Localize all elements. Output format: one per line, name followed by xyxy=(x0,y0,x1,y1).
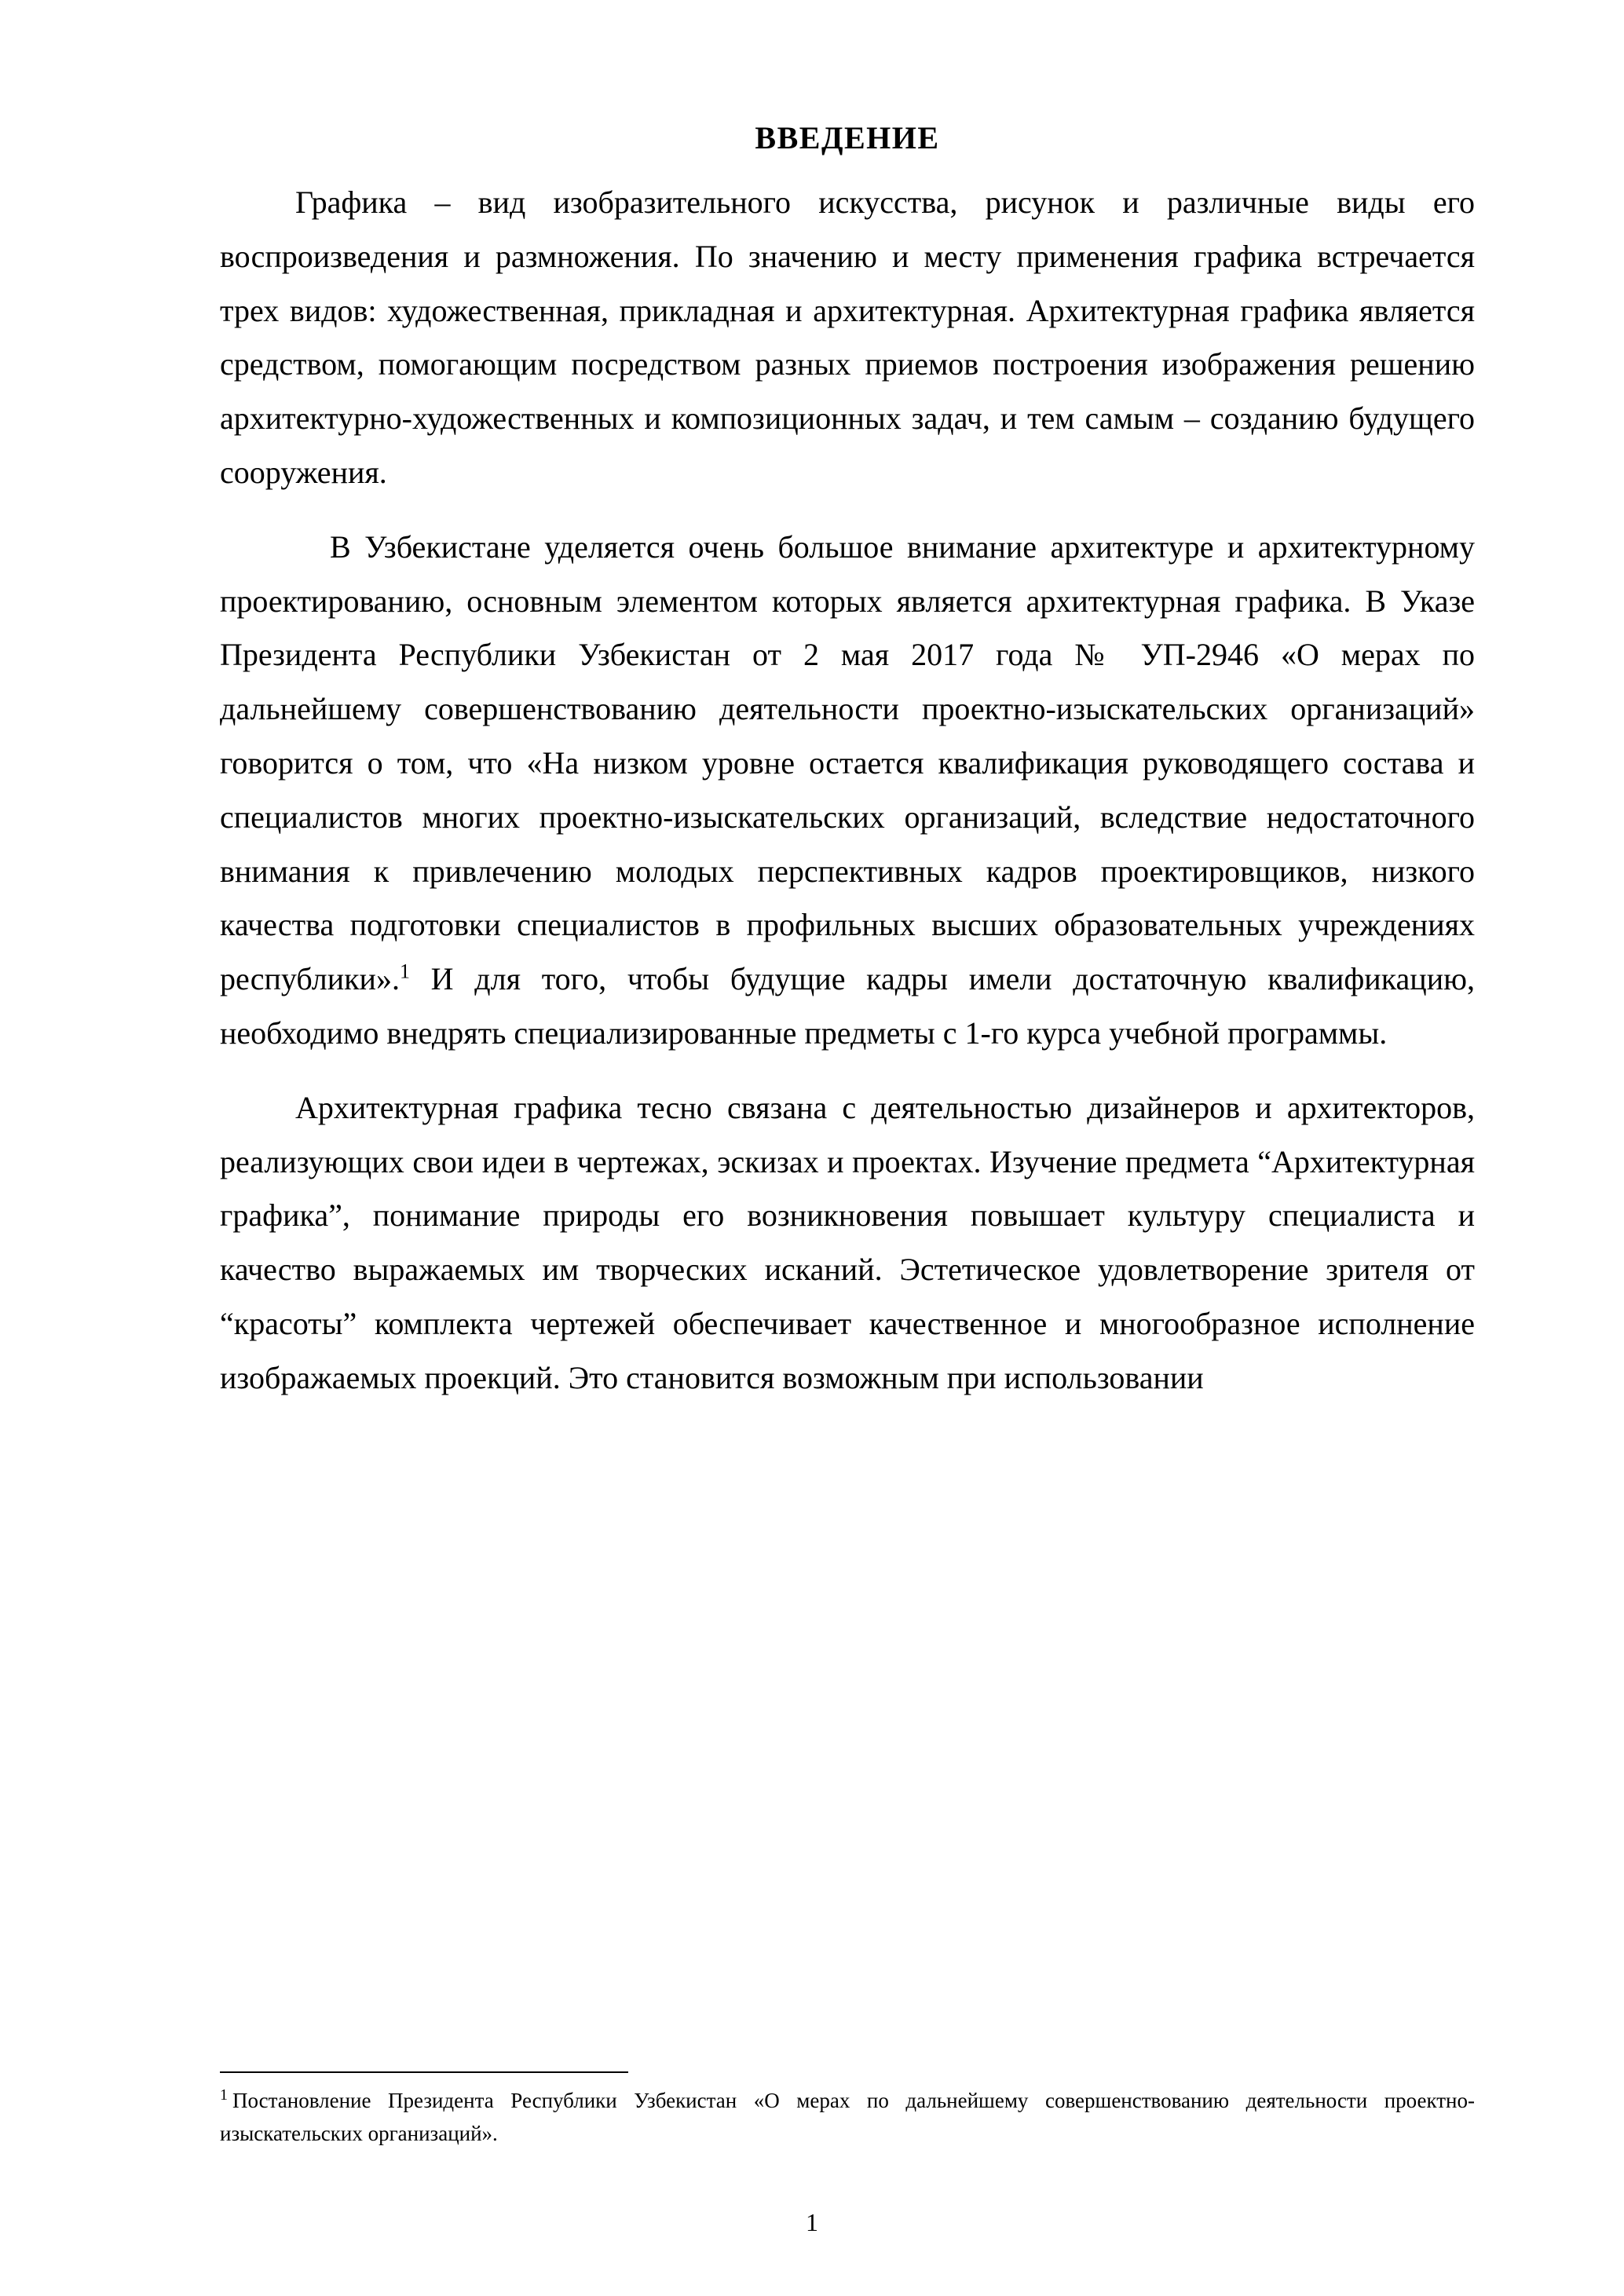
page-number: 1 xyxy=(806,2208,818,2236)
footnote-separator xyxy=(220,2071,628,2073)
paragraph-2-tail: И для того, чтобы будущие кадры имели достаточную квалификацию, необходимо внедрять специализированные предметы с 1-го курса учебной программы. xyxy=(220,961,1475,1051)
footnote-marker: 1 xyxy=(220,2086,228,2104)
paragraph-2 xyxy=(220,521,1475,1061)
paragraph-2-text: В Узбекистане уделяется очень большое внимание архитектуре и архитектурному проектированию, основным элементом которых является архитектурная графика. В Указе Президента Республики Узбекистан от 2 мая 2017 года № УП-2946 «О мерах по дальнейшему совершенствованию деятельности проектно-изыскательских организаций» говорится о том, что «На низком уровне остается квалификация руководящего состава и специалистов многих проектно-изыскательских организаций, вследствие недостаточного внимания к привлечению молодых перспективных кадров проектировщиков, низкого качества подготовки специалистов в профильных высших образовательных учреждениях республики». xyxy=(220,528,1475,997)
paragraph-3: Архитектурная графика тесно связана с деятельностью дизайнеров и архитекторов, реализующих свои идеи в чертежах, эскизах и проектах. Изучение предмета “Архитектурная графика”, понимание природы его возникновения повышает культуру специалиста и качество выражаемых им творческих исканий. Эстетическое удовлетворение зрителя от “красоты” комплекта чертежей обеспечивает качественное и многообразное исполнение изображаемых проекций. Это становится возможным при использовании xyxy=(220,1089,1475,1395)
footnote-text: Постановление Президента Республики Узбекистан «О мерах по дальнейшему совершенствованию деятельности проектно-изыскательских организаций». xyxy=(220,2088,1475,2146)
footnote-1 xyxy=(220,2084,1475,2151)
footnote-reference-1[interactable]: 1 xyxy=(399,960,410,983)
footnote-area xyxy=(220,2071,1475,2151)
page-title: ВВЕДЕНИЕ xyxy=(755,120,940,155)
paragraph-1: Графика – вид изобразительного искусства, рисунок и различные виды его воспроизведения и размножения. По значению и месту применения графика встречается трех видов: художественная, прикладная и архитектурная. Архитектурная графика является средством, помогающим посредством разных приемов построения изображения решению архитектурно-художественных и композиционных задач, и тем самым – созданию будущего сооружения. xyxy=(220,185,1475,490)
